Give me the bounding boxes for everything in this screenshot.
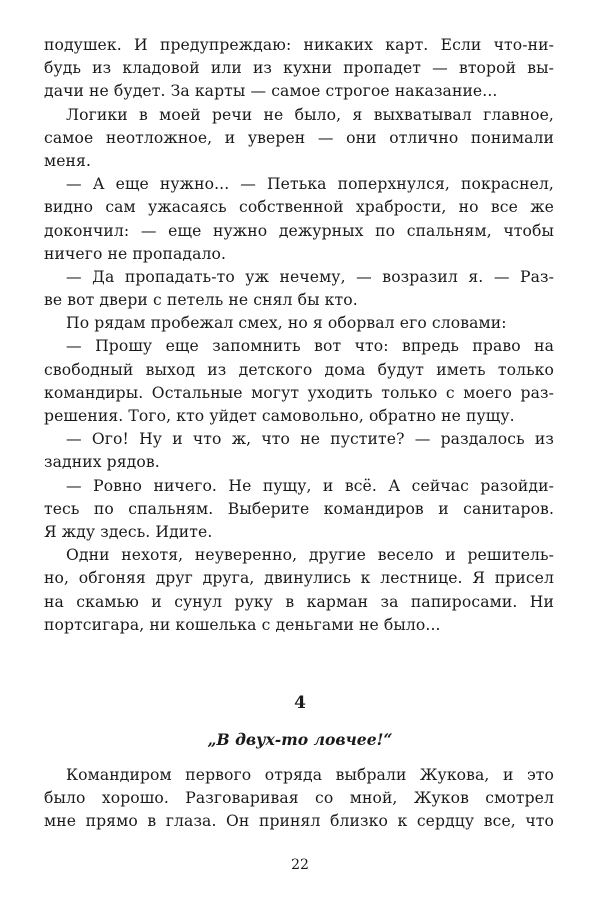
text-line: подушек. И предупреждаю: никаких карт. Если что-ни- <box>44 36 554 54</box>
paragraph <box>44 34 554 104</box>
text-line: Командиром первого отряда выбрали Жукова, и это <box>66 766 554 784</box>
page-number: 22 <box>291 857 309 873</box>
paragraph <box>44 312 554 335</box>
paragraph <box>44 104 554 174</box>
text-line: но, обгоняя друг друга, двинулись к лестнице. Я присел <box>44 569 554 588</box>
text-line: меня. <box>44 151 92 170</box>
text-line: командиры. Остальные могут уходить только с моего раз- <box>44 383 554 402</box>
chapter-body <box>44 764 554 834</box>
text-line: докончил: — еще нужно дежурных по спальням, чтобы <box>44 221 554 240</box>
text-line: свободный выход из детского дома будут иметь только <box>44 360 554 379</box>
text-line: — А еще нужно... — Петька поперхнулся, покраснел, <box>66 175 554 194</box>
text-line: было хорошо. Разговаривая со мной, Жуков смотрел <box>44 789 554 808</box>
text-line: видно сам ужасаясь собственной храбрости, но все же <box>44 198 554 217</box>
text-line: — Ого! Ну и что ж, что не пустите? — раздалось из <box>66 430 554 449</box>
text-line: тесь по спальням. Выберите командиров и санитаров. <box>44 499 554 518</box>
paragraph <box>44 475 554 545</box>
text-line: — Прошу еще запомнить вот что: впредь право на <box>66 337 554 356</box>
paragraph <box>44 544 554 637</box>
paragraph <box>44 428 554 474</box>
text-line: мне прямо в глаза. Он принял близко к сердцу все, что <box>44 812 554 831</box>
text-line: Я жду здесь. Идите. <box>44 522 213 541</box>
text-line: Одни нехотя, неуверенно, другие весело и решитель- <box>66 546 554 565</box>
text-line: решения. Того, кто уйдет самовольно, обратно не пущу. <box>44 407 515 425</box>
chapter-number: 4 <box>294 693 306 713</box>
text-line: По рядам пробежал смех, но я оборвал его словами: <box>66 314 507 333</box>
text-line: задних рядов. <box>44 453 160 472</box>
paragraph <box>44 173 554 266</box>
chapter-title: „В двух-то ловчее!“ <box>207 730 393 749</box>
paragraph <box>44 335 554 428</box>
text-line: Логики в моей речи не было, я выхватывал главное, <box>66 105 554 124</box>
text-line: на скамью и сунул руку в карман за папиросами. Ни <box>44 592 554 611</box>
text-line: — Да пропадать-то уж нечему, — возразил я. — Раз- <box>66 267 554 286</box>
paragraph <box>44 764 554 834</box>
text-line: ве вот двери с петель не снял бы кто. <box>44 291 358 310</box>
text-line: — Ровно ничего. Не пущу, и всё. А сейчас разойди- <box>66 476 554 495</box>
text-line: будь из кладовой или из кухни пропадет — второй вы- <box>44 59 554 78</box>
text-line: самое неотложное, и уверен — они отлично понимали <box>44 128 554 147</box>
paragraph <box>44 266 554 312</box>
text-line: дачи не будет. За карты — самое строгое наказание... <box>44 82 498 101</box>
page-body <box>44 34 554 637</box>
text-line: ничего не пропадало. <box>44 244 227 263</box>
text-line: портсигара, ни кошелька с деньгами не было... <box>44 615 441 634</box>
